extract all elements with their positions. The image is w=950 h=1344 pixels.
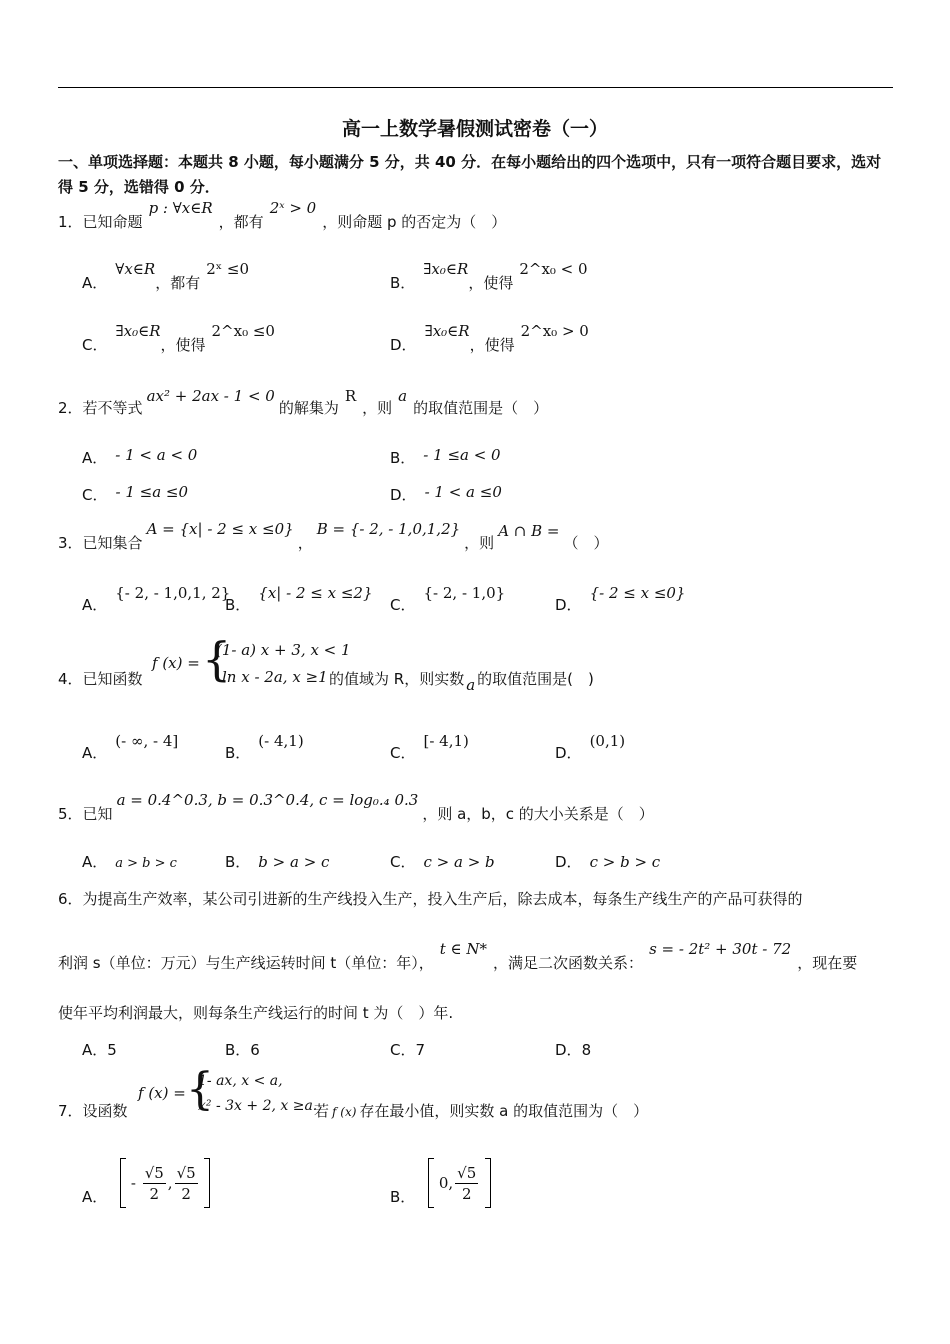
q2-option-a[interactable]: A． - 1 < a < 0 — [82, 446, 198, 467]
page-title: 高一上数学暑假测试密卷（一） — [341, 118, 608, 140]
q5-option-b[interactable]: B． b > a > c — [225, 853, 330, 871]
q7-a-minus: - — [130, 1174, 136, 1192]
q1-option-a[interactable]: A．∀x∈R，都有2ˣ ≤0 — [82, 260, 249, 292]
q3-set-b: B = {- 2, - 1,0,1,2} — [316, 520, 461, 538]
q2-option-b[interactable]: B． - 1 ≤a < 0 — [390, 446, 501, 467]
q7-a-fraction-2: $\frac{√5}{2}$ — [176, 1163, 196, 1203]
question-7-tail: 若 f (x) 存在最小值，则实数 a 的取值范围为（ ） — [314, 1102, 649, 1120]
q4-case-2: ln x - 2a, x ≥1 — [222, 668, 328, 686]
q1-text-a: 已知命题 — [82, 213, 143, 231]
q7-a-right-bracket — [204, 1158, 210, 1208]
question-3: 3．已知集合A = {x| - 2 ≤ x ≤0}，B = {- 2, - 1,0,1,2}，则A ∩ B =（ ） — [58, 520, 609, 552]
q6-option-d[interactable]: D．8 — [555, 1041, 592, 1059]
q4-option-a[interactable]: A．(- ∞, - 4] — [82, 732, 179, 762]
q7-a-left-bracket — [120, 1158, 126, 1208]
q1-num: 1． — [58, 213, 83, 231]
q1-math-2: 2ˣ > 0 — [269, 199, 317, 217]
question-4-tail: 的值域为 R，则实数 a 的取值范围是( ) — [329, 670, 594, 694]
top-rule — [58, 87, 893, 88]
q3-set-a: A = {x| - 2 ≤ x ≤0} — [146, 520, 294, 538]
q4-option-d[interactable]: D．(0,1) — [555, 732, 626, 762]
q2-option-c[interactable]: C． - 1 ≤a ≤0 — [82, 483, 189, 504]
q1-option-c[interactable]: C．∃x₀∈R，使得2^x₀ ≤0 — [82, 322, 275, 354]
q2-inequality: ax² + 2ax - 1 < 0 — [146, 387, 275, 405]
q3-option-d[interactable]: D．{- 2 ≤ x ≤0} — [555, 584, 686, 614]
question-6-line-3: 使年平均利润最大，则每条生产线运行的时间 t 为（ ）年. — [58, 1004, 454, 1022]
question-5: 5．已知a = 0.4^0.3, b = 0.3^0.4, c = log₀.₄ 0.3，则 a，b，c 的大小关系是（ ） — [58, 791, 654, 823]
q5-definitions: a = 0.4^0.3, b = 0.3^0.4, c = log₀.₄ 0.3 — [116, 791, 419, 809]
q5-option-a[interactable]: A． a > b > c — [82, 853, 177, 871]
q6-option-b[interactable]: B．6 — [225, 1041, 260, 1059]
q7-case-2: x² - 3x + 2, x ≥a. — [198, 1098, 318, 1114]
q5-option-c[interactable]: C． c > a > b — [390, 853, 495, 871]
q4-function-name: f (x) = — [152, 654, 200, 672]
q7-b-fraction: $\frac{√5}{2}$ — [457, 1163, 477, 1203]
q1-option-b[interactable]: B．∃x₀∈R，使得2^x₀ < 0 — [390, 260, 588, 292]
q7-brace: { — [186, 1064, 214, 1115]
q3-option-c[interactable]: C．{- 2, - 1,0} — [390, 584, 506, 614]
q7-b-right-bracket — [485, 1158, 491, 1208]
q1-option-d[interactable]: D．∃x₀∈R，使得2^x₀ > 0 — [390, 322, 589, 354]
question-6-line-1: 6．为提高生产效率，某公司引进新的生产线投入生产，投入生产后，除去成本，每条生产线生产的产品可获得的 — [58, 890, 803, 908]
q5-option-d[interactable]: D． c > b > c — [555, 853, 661, 871]
question-1 — [58, 199, 507, 232]
q3-option-b[interactable]: B．{x| - 2 ≤ x ≤2} — [225, 584, 373, 614]
question-6-line-2: 利润 s（单位：万元）与生产线运转时间 t（单位：年），t ∈ N*，满足二次函数关系：s = - 2t² + 30t - 72，现在要 — [58, 940, 858, 972]
q2-option-d[interactable]: D． - 1 < a ≤0 — [390, 483, 502, 504]
q7-option-a[interactable]: A． - $\frac{√5}{2}$ , $\frac{√5}{2}$ — [82, 1158, 210, 1208]
section-header: 一、单项选择题：本题共 8 小题，每小题满分 5 分，共 40 分．在每小题给出的四个选项中，只有一项符合题目要求，选对得 5 分，选错得 0 分． — [58, 153, 882, 196]
q7-case-1: 1- ax, x < a, — [198, 1073, 283, 1089]
q1-text-b: ，都有 — [218, 213, 264, 231]
q6-option-c[interactable]: C．7 — [390, 1041, 426, 1059]
q4-case-1: (1- a) x + 3, x < 1 — [216, 641, 351, 659]
q7-a-fraction-1: $\frac{√5}{2}$ — [144, 1163, 164, 1203]
question-4-stem: 4．已知函数 — [58, 670, 143, 688]
q6-option-a[interactable]: A．5 — [82, 1041, 117, 1059]
q7-b-left-bracket — [428, 1158, 434, 1208]
q4-brace: { — [202, 632, 232, 686]
q3-option-a[interactable]: A．{- 2, - 1,0,1, 2} — [82, 584, 231, 614]
q1-text-c: ，则命题 p 的否定为（ ） — [322, 213, 507, 231]
q4-option-b[interactable]: B．(- 4,1) — [225, 732, 304, 762]
q7-option-b[interactable]: B． 0, $\frac{√5}{2}$ — [390, 1158, 491, 1208]
q1-math-1: p : ∀x∈R — [148, 199, 213, 217]
q7-function-name: f (x) = — [138, 1084, 186, 1102]
question-7-stem: 7．设函数 — [58, 1102, 128, 1120]
q4-option-c[interactable]: C．[- 4,1) — [390, 732, 469, 762]
question-2: 2．若不等式ax² + 2ax - 1 < 0的解集为R，则a的取值范围是（ ） — [58, 387, 549, 417]
